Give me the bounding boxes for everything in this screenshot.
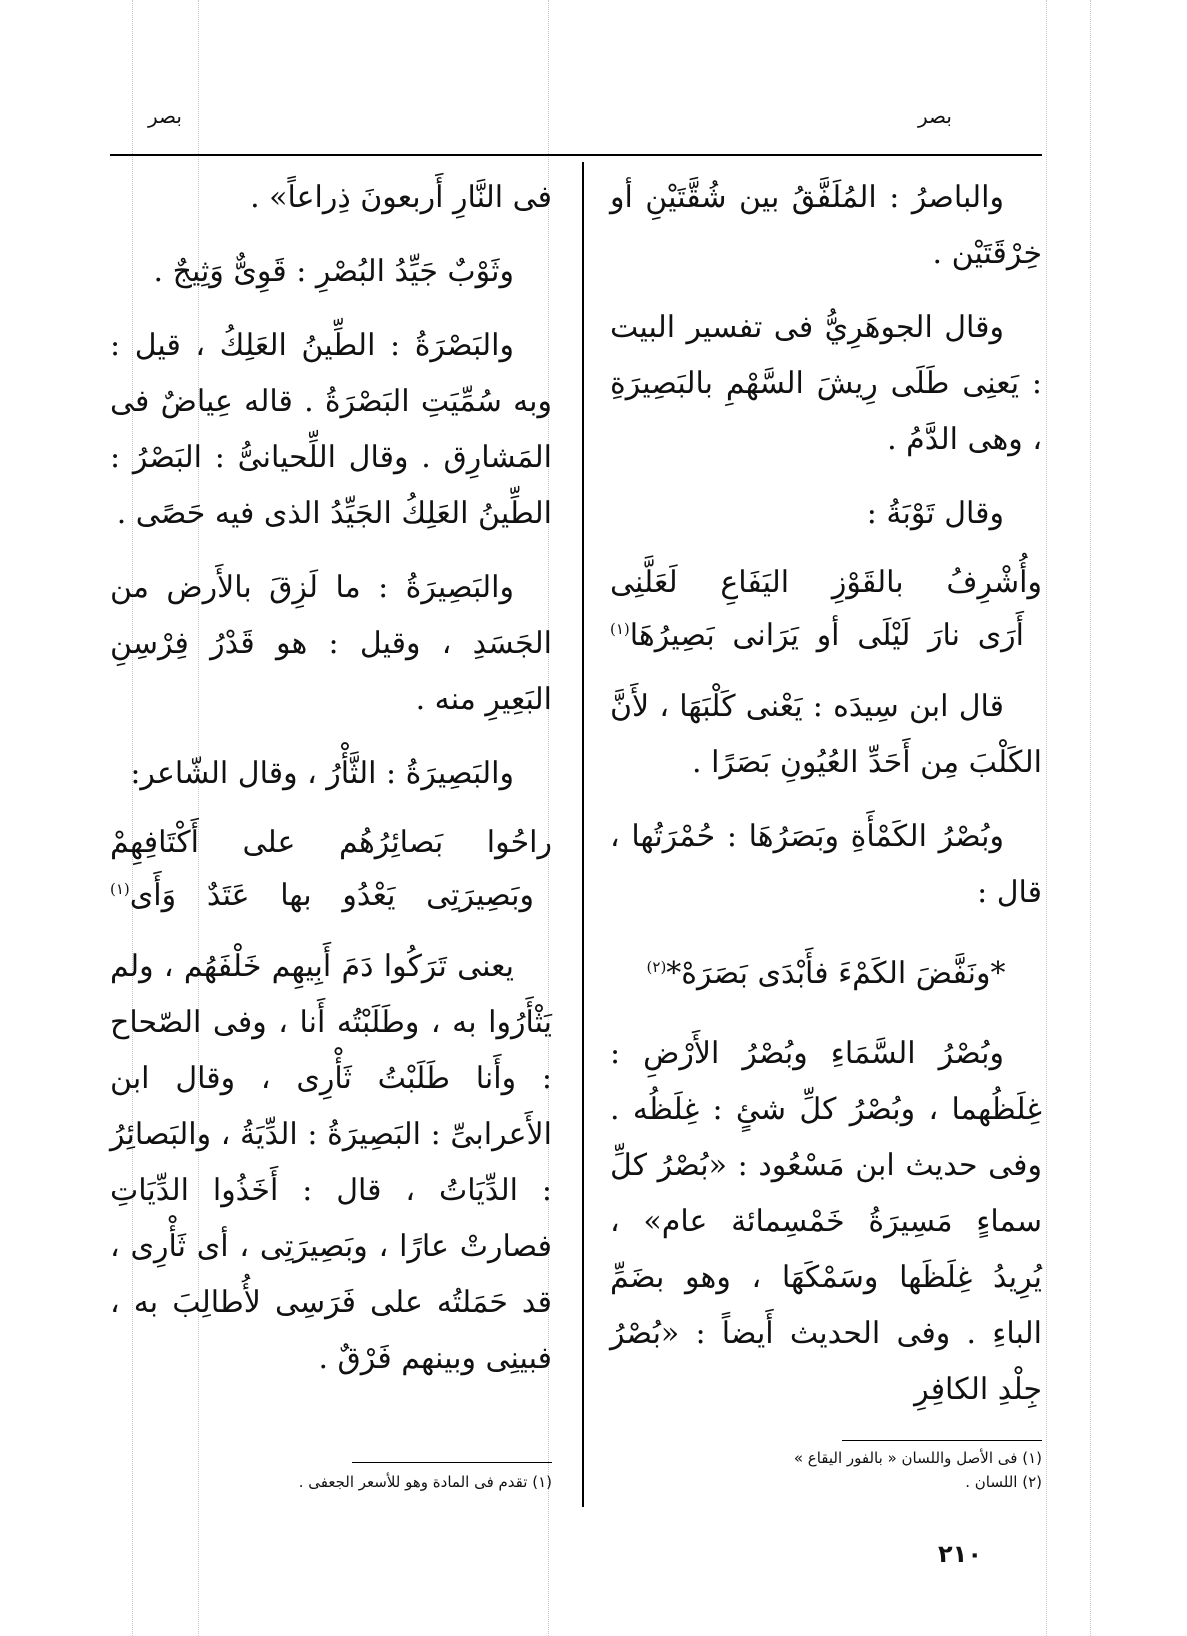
verse-text: *ونَفَّضَ الكَمْءَ فأَبْدَى بَصَرَهْ*: [666, 956, 1006, 991]
verse-block: [610, 560, 1042, 659]
entry-paragraph: وثَوْبٌ جَيِّدُ البُصْرِ : قَوِىٌّ وَثِيجٌ .: [153, 254, 514, 289]
verse-hemistich: [610, 939, 1042, 1002]
footnote-marker: (١): [110, 880, 130, 898]
entry-paragraph: قال ابن سِيدَه : يَعْنى كَلْبَهَا ، لأَنَّ الكَلْبَ مِن أَحَدِّ العُيُونِ بَصَرًا .: [610, 689, 1042, 780]
footnote: (٢) اللسان .: [965, 1473, 1042, 1491]
running-head-right: بصر: [918, 104, 952, 128]
verse-line: وأُشْرِفُ بالقَوْزِ اليَفَاعِ لَعَلَّنِى: [610, 565, 1042, 600]
entry-paragraph: والبَصِيرَةُ : ما لَزِقَ بالأَرض من الجَسَدِ ، وقيل : هو قَدْرُ فِرْسِنِ البَعِيرِ منه .: [110, 570, 552, 717]
verse-line-text: أَرَى نارَ لَيْلَى أو يَرَانى بَصِيرُهَا: [629, 618, 1024, 653]
running-head-left: بصر: [148, 104, 182, 128]
entry-paragraph: والبَصِيرَةُ : الثَّأْرُ ، وقال الشّاعر:: [130, 756, 514, 791]
column-divider: [582, 162, 584, 1507]
verse-block: [110, 820, 552, 919]
entry-paragraph: والبَصْرَةُ : الطِّينُ العَلِكُ ، قيل : وبه سُمِّيَتِ البَصْرَةُ . قاله عِياضٌ فى المَشارِق . وقال اللِّحيانىُّ : البَصْرُ : الطِّينُ العَلِكُ الجَيِّدُ الذى فيه حَصًى .: [110, 328, 552, 531]
verse-line: [610, 606, 1042, 659]
footnotes-right: [610, 1446, 1042, 1494]
scan-guide-line: [1090, 0, 1091, 1636]
verse-line: راحُوا بَصائِرُهُم على أَكْتَافِهِمْ: [110, 825, 552, 860]
footnote-marker: (١): [610, 620, 630, 638]
footnotes-left: [110, 1470, 552, 1494]
entry-paragraph: وبُصْرُ السَّمَاءِ وبُصْرُ الأَرْضِ : غِلَظُهما ، وبُصْرُ كلِّ شئٍ : غِلَظُه . وفى حديث ابن مَسْعُود : «بُصْرُ كلِّ سماءٍ مَسِيرَةُ خَمْسِمائة عام» ، يُرِيدُ غِلَظَها وسَمْكَهَا ، وهو بضَمِّ الباءِ . وفى الحديث أَيضاً : «بُصْرُ جِلْدِ الكافِرِ: [610, 1036, 1042, 1407]
footnote-marker: (٢): [646, 958, 667, 976]
right-column: [610, 170, 1042, 1436]
entry-paragraph: وبُصْرُ الكَمْأَةِ وبَصَرُهَا : حُمْرَتُها ، قال :: [610, 819, 1042, 910]
verse-line: [110, 866, 552, 919]
footnote: (١) فى الأصل واللسان « بالفور اليقاع »: [793, 1449, 1042, 1467]
entry-paragraph: وقال الجوهَرِيُّ فى تفسير البيت : يَعنِى طَلَى رِيشَ السَّهْمِ بالبَصِيرَةِ ، وهى الدَّمُ .: [610, 310, 1042, 457]
entry-paragraph: والباصرُ : المُلَفَّقُ بين شُقَّتَيْنِ أو خِرْقَتَيْن .: [610, 180, 1042, 271]
scan-guide-line: [1046, 0, 1047, 1636]
footnote-rule: [842, 1440, 1042, 1441]
footnote: (١) تقدم فى المادة وهو للأسعر الجعفى .: [298, 1473, 552, 1491]
footnote-rule: [352, 1462, 552, 1463]
left-column: [110, 170, 552, 1405]
entry-paragraph: وقال تَوْبَةُ :: [866, 496, 1004, 531]
entry-paragraph: يعنى تَرَكُوا دَمَ أَبِيهِم خَلْفَهُم ، ولم يَثْأَرُوا به ، وطَلَبْتُه أَنا ، وفى الصّحاح : وأَنا طَلَبْتُ ثَأْرِى ، وقال ابن الأَعرابىِّ : البَصِيرَةُ : الدِّيَةُ ، والبَصائِرُ : الدِّيَاتُ ، قال : أَخَذُوا الدِّيَاتِ فصارتْ عارًا ، وبَصِيرَتِى ، أى ثَأْرِى ، قد حَمَلتُه على فَرَسِى لأُطالِبَ به ، فبينِى وبينهم فَرْقٌ .: [110, 949, 552, 1376]
verse-line-text: وبَصِيرَتِى يَعْدُو بها عَتَدٌ وَأَى: [129, 878, 534, 913]
header-rule: [110, 154, 1042, 156]
entry-paragraph: فى النَّارِ أَربعونَ ذِراعاً» .: [250, 180, 552, 215]
page-number: ٢١٠: [938, 1540, 982, 1568]
